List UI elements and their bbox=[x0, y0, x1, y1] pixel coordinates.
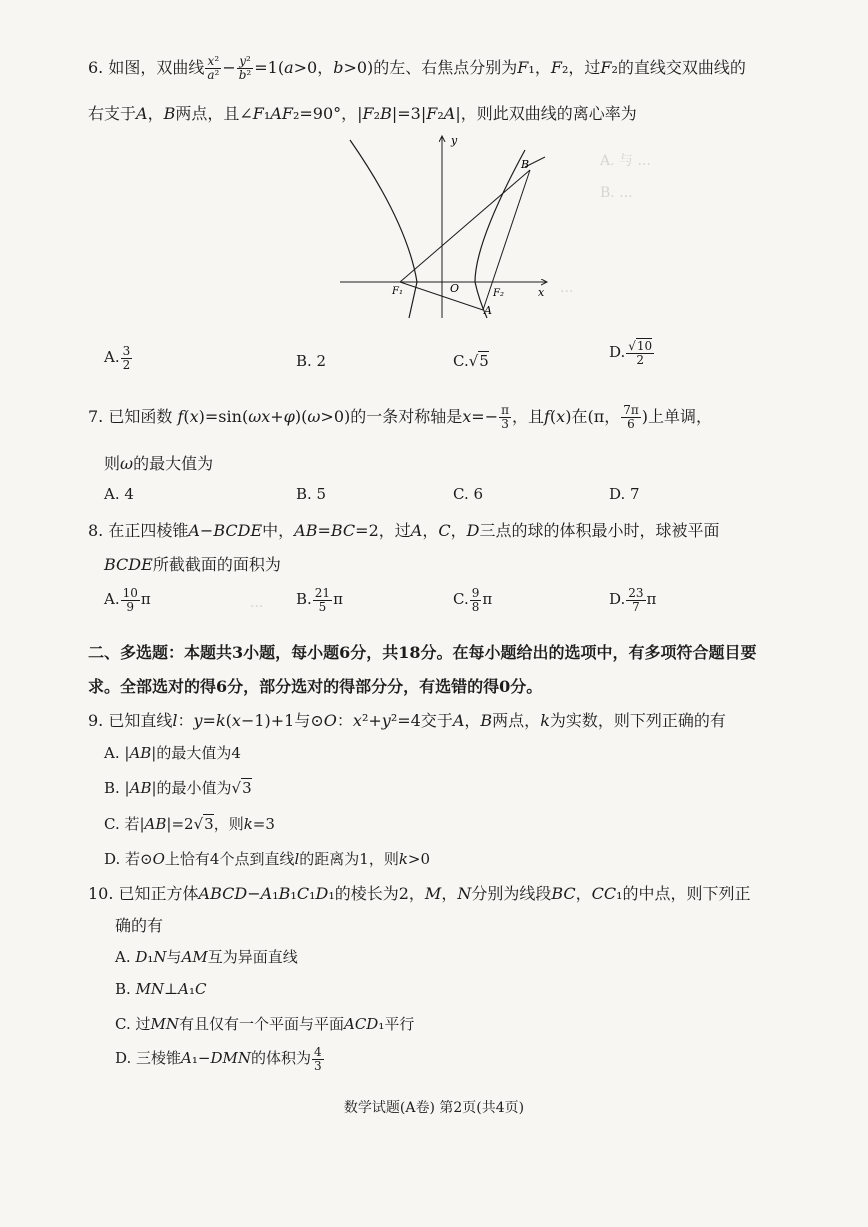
q7-option-c[interactable]: C. 6 bbox=[453, 485, 484, 503]
q6-stem-line2: 右支于A，B两点，且∠F₁AF₂=90°，|F₂B|=3|F₂A|，则此双曲线的离心率为 bbox=[88, 104, 637, 123]
q10-option-c[interactable]: C. 过MN有且仅有一个平面与平面ACD₁平行 bbox=[115, 1015, 415, 1033]
q10-option-d[interactable]: D. 三棱锥A₁−DMN的体积为 $\frac{4}{3}$ bbox=[115, 1045, 322, 1073]
q6-option-c[interactable]: C.√5 bbox=[453, 352, 489, 370]
section2-header-line1: 二、多选题：本题共3小题，每小题6分，共18分。在每小题给出的选项中，有多项符合题目要 bbox=[88, 643, 757, 662]
q7-stem-line2: 则ω的最大值为 bbox=[104, 454, 214, 473]
q10-stem-line2: 确的有 bbox=[115, 916, 164, 935]
q8-option-c[interactable]: C. $\frac{9}{8}$ π bbox=[453, 586, 493, 614]
q9-option-a[interactable]: A. |AB|的最大值为4 bbox=[104, 744, 241, 762]
q7-option-a[interactable]: A. 4 bbox=[104, 485, 134, 503]
q10-option-b[interactable]: B. MN⊥A₁C bbox=[115, 980, 207, 998]
page-footer: 数学试题(A卷) 第2页(共4页) bbox=[343, 1100, 525, 1116]
q7-option-d[interactable]: D. 7 bbox=[609, 485, 640, 503]
section2-header-line2: 求。全部选对的得6分，部分选对的得部分分，有选错的得0分。 bbox=[88, 677, 543, 696]
q8-option-d[interactable]: D. $\frac{23}{7}$ π bbox=[609, 586, 657, 614]
label-F2: F₂ bbox=[493, 288, 504, 299]
label-F1: F₁ bbox=[392, 286, 403, 297]
bleed-through: B. ... bbox=[600, 185, 633, 201]
q9-option-d[interactable]: D. 若⊙O上恰有4个点到直线l的距离为1，则k>0 bbox=[104, 850, 431, 868]
q9-stem: 9. 已知直线l：y=k(x−1)+1与⊙O：x²+y²=4交于A，B两点，k为实数，则下列正确的有 bbox=[88, 711, 726, 730]
q10-stem-line1: 10. 已知正方体ABCD−A₁B₁C₁D₁的棱长为2，M，N分别为线段BC，CC₁的中点，则下列正 bbox=[88, 884, 751, 903]
q6-option-d[interactable]: D. $\frac{√10}{2}$ bbox=[609, 339, 653, 367]
label-B: B bbox=[521, 158, 530, 171]
bleed-through: ... bbox=[560, 280, 574, 296]
q6-option-b[interactable]: B. 2 bbox=[296, 352, 327, 370]
label-O: O bbox=[450, 282, 460, 295]
q7-option-b[interactable]: B. 5 bbox=[296, 485, 327, 503]
q10-option-a[interactable]: A. D₁N与AM互为异面直线 bbox=[115, 948, 298, 966]
bleed-through: A. 与 ... bbox=[600, 153, 651, 169]
q8-option-b[interactable]: B. $\frac{21}{5}$ π bbox=[296, 586, 343, 614]
hyperbola-figure bbox=[335, 132, 555, 322]
q9-option-b[interactable]: B. |AB|的最小值为√3 bbox=[104, 779, 252, 797]
q6-stem-line1: 6. 如图，双曲线 $\frac{\text{x²}}{\text{a²}}$ − $\frac{\text{y²}}{\text{b²}}$ =1(a>0，b>0)的左、右焦点分别为F₁，F₂，过F₂的直线交双曲线的 bbox=[88, 54, 746, 82]
q9-option-c[interactable]: C. 若|AB|=2√3，则k=3 bbox=[104, 815, 275, 833]
q8-stem-line1: 8. 在正四棱锥A−BCDE中，AB=BC=2，过A，C，D三点的球的体积最小时，球被平面 bbox=[88, 521, 720, 540]
label-A: A bbox=[484, 304, 492, 317]
label-x: x bbox=[538, 286, 545, 299]
q8-stem-line2: BCDE所截截面的面积为 bbox=[104, 555, 281, 574]
label-y: y bbox=[451, 134, 458, 147]
q7-stem-line1: 7. 已知函数 f(x)=sin(ωx+φ)(ω>0)的一条对称轴是x=− $\frac{\pi}{3}$ ，且f(x)在(π， $\frac{7\pi}{6}$ )上单调， bbox=[88, 403, 712, 431]
q8-option-a[interactable]: A. $\frac{10}{9}$ π bbox=[104, 586, 151, 614]
q6-option-a[interactable]: A. $\frac{3}{2}$ bbox=[104, 344, 131, 372]
bleed-through: ... bbox=[250, 595, 264, 611]
